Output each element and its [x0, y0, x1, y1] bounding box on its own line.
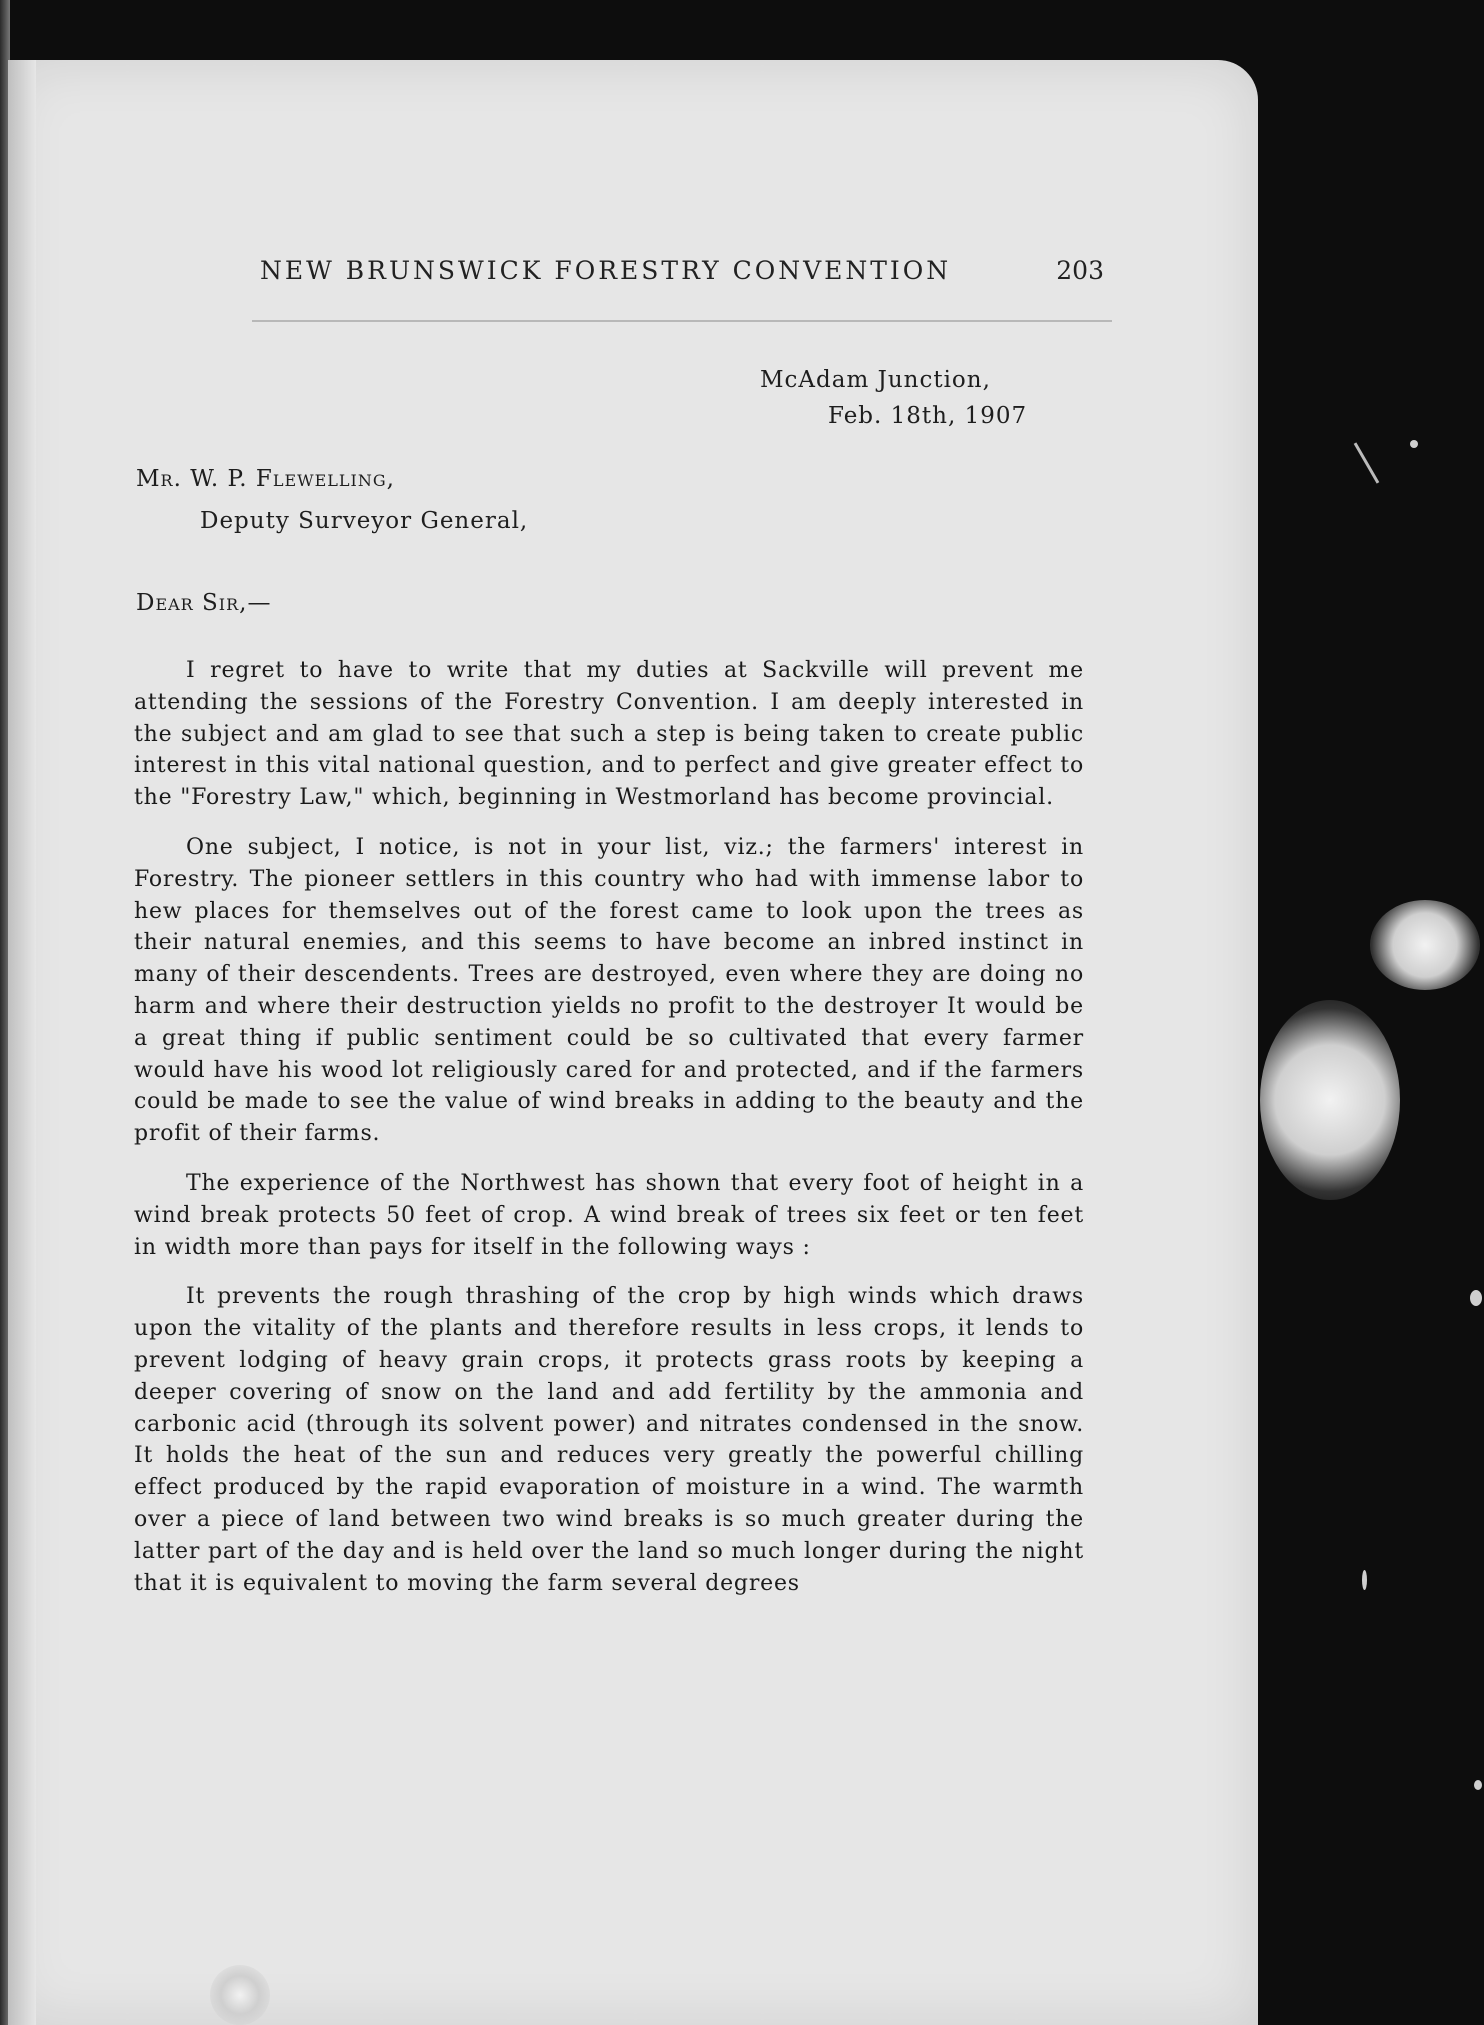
page-spine-shadow — [8, 60, 36, 2025]
dateline-date: Feb. 18th, 1907 — [828, 403, 1028, 429]
page-number: 203 — [1056, 256, 1104, 285]
running-head: NEW BRUNSWICK FORESTRY CONVENTION — [260, 256, 952, 285]
letter-salutation: Dear Sir,— — [136, 590, 272, 616]
addressee-name: Mr. W. P. Flewelling, — [136, 466, 395, 492]
scan-speck — [1470, 1290, 1482, 1306]
letter-dateline — [760, 362, 1060, 434]
scan-blot — [1260, 1000, 1400, 1200]
scan-blot — [210, 1965, 270, 2025]
paragraph: It prevents the rough thrashing of the crop by high winds which draws upon the vitality of the plants and therefore results in less crops, it lends to prevent lodging of heavy grain crops, it protects grass roots by keeping a deeper covering of snow on the land and add fertility by the ammonia and carbonic acid (through its solvent power) and nitrates condensed in the snow. It holds the heat of the sun and reduces very greatly the powerful chilling effect produced by the rapid evaporation of moisture in a wind. The warmth over a piece of land between two wind breaks is so much greater during the latter part of the day and is held over the land so much longer during the night that it is equivalent to moving the farm several degrees — [134, 1284, 1084, 1596]
scan-speck — [1474, 1780, 1482, 1790]
addressee-title: Deputy Surveyor General, — [200, 508, 529, 534]
scan-scratch — [1354, 442, 1380, 483]
letter-body — [134, 655, 1084, 1617]
scan-blot — [1370, 900, 1480, 990]
dateline-place: McAdam Junction, — [760, 367, 991, 393]
header-rule — [252, 320, 1112, 322]
paragraph: One subject, I notice, is not in your list, viz.; the farmers' interest in Forestry. The pioneer settlers in this country who had with immense labor to hew places for themselves out of the forest came to look upon the trees as their natural enemies, and this seems to have become an inbred instinct in many of their descendents. Trees are destroyed, even where they are doing no harm and where their destruction yields no profit to the destroyer It would be a great thing if public sentiment could be so cultivated that every farmer would have his wood lot religiously cared for and protected, and if the farmers could be made to see the value of wind breaks in adding to the beauty and the profit of their farms. — [134, 834, 1084, 1147]
letter-addressee — [136, 458, 528, 542]
page-header — [252, 196, 1112, 286]
scan-speck — [1410, 440, 1418, 448]
paragraph: The experience of the Northwest has shown that every foot of height in a wind break protects 50 feet of crop. A wind break of trees six feet or ten feet in width more than pays for itself in the following ways : — [134, 1170, 1084, 1260]
scan-speck — [1362, 1570, 1367, 1590]
paragraph: I regret to have to write that my duties at Sackville will prevent me attending the sessions of the Forestry Convention. I am deeply interested in the subject and am glad to see that such a step is being taken to create public interest in this vital national question, and to perfect and give greater effect to the "Forestry Law," which, beginning in Westmorland has become provincial. — [134, 658, 1084, 811]
